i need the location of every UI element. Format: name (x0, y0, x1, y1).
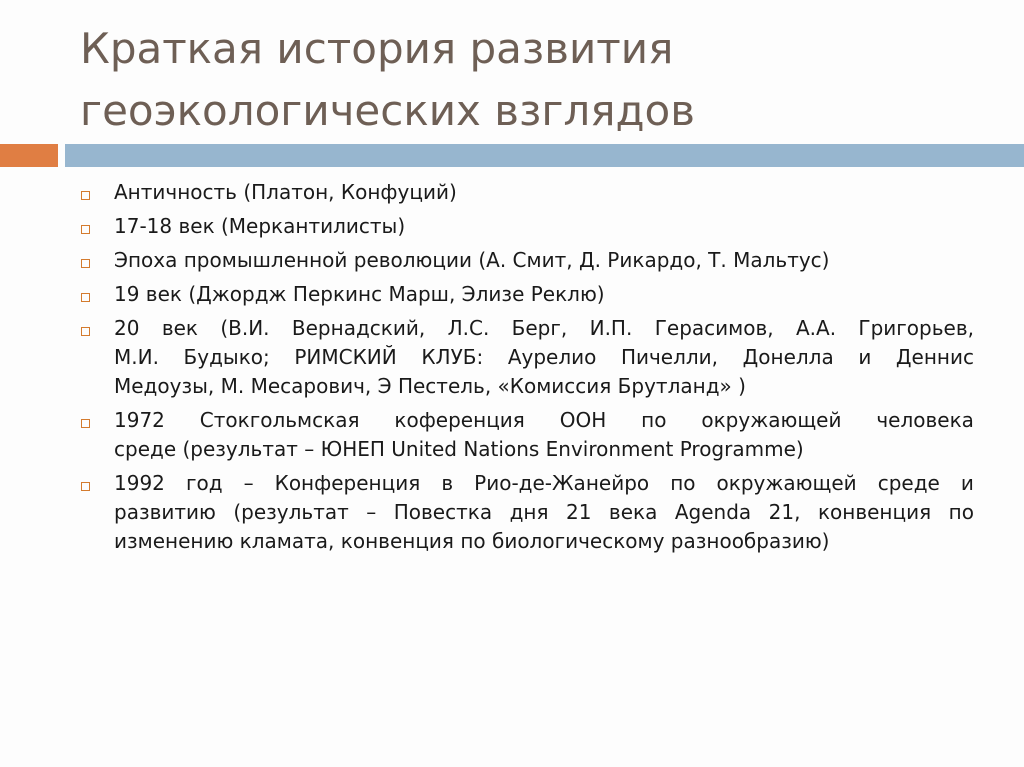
bullet-item-text: Эпоха промышленной революции (А. Смит, Д. Рикардо, Т. Мальтус) (114, 248, 830, 272)
slide-title (80, 18, 1000, 142)
bullet-word: по (948, 500, 974, 524)
title-accent-bar-blue (65, 144, 1024, 167)
bullet-word: Стокгольмская (199, 408, 360, 432)
slide-title-line-1: Краткая история развития (80, 24, 674, 73)
square-bullet-icon (81, 293, 90, 302)
bullet-word: Берг, (511, 316, 568, 340)
bullet-word: (В.И. (220, 316, 270, 340)
bullet-item-text: 17-18 век (Меркантилисты) (114, 214, 406, 238)
bullet-word: по (670, 471, 696, 495)
bullet-word: КЛУБ: (421, 345, 484, 369)
bullet-item-text-line (114, 314, 974, 343)
bullet-word: Пичелли, (620, 345, 719, 369)
bullet-word: Деннис (895, 345, 974, 369)
bullet-word: окружающей (701, 408, 842, 432)
bullet-word: 1992 (114, 471, 165, 495)
bullet-word: и (960, 471, 974, 495)
bullet-word: РИМСКИЙ (294, 345, 397, 369)
square-bullet-icon (81, 225, 90, 234)
bullet-item-1 (78, 178, 974, 207)
bullet-word: – (366, 500, 377, 524)
bullet-item-text-line (114, 498, 974, 527)
square-bullet-icon (81, 327, 90, 336)
bullet-word: окружающей (716, 471, 857, 495)
bullet-word: М.И. (114, 345, 159, 369)
bullet-item-text-line (114, 406, 974, 435)
bullet-item-text-line: Медоузы, М. Месарович, Э Пестель, «Комиссия Брутланд» ) (114, 374, 746, 398)
bullet-list (78, 178, 974, 561)
bullet-word: И.П. (589, 316, 633, 340)
square-bullet-icon (81, 419, 90, 428)
bullet-word: Л.С. (447, 316, 490, 340)
bullet-word: конвенция (817, 500, 932, 524)
bullet-word: в (441, 471, 454, 495)
bullet-word: по (641, 408, 667, 432)
slide-title-line-2: геоэкологических взглядов (80, 86, 695, 135)
bullet-item-5 (78, 314, 974, 401)
bullet-item-text-line: изменению кламата, конвенция по биологическому разнообразию) (114, 529, 830, 553)
bullet-word: ООН (559, 408, 607, 432)
square-bullet-icon (81, 482, 90, 491)
bullet-word: 1972 (114, 408, 165, 432)
bullet-word: Agenda (674, 500, 752, 524)
bullet-word: Герасимов, (654, 316, 774, 340)
bullet-word: развитию (114, 500, 216, 524)
bullet-word: 21, (768, 500, 801, 524)
bullet-item-text-line: среде (результат – ЮНЕП United Nations Environment Programme) (114, 437, 804, 461)
bullet-word: дня (509, 500, 549, 524)
bullet-word: 21 (565, 500, 592, 524)
bullet-word: год (185, 471, 223, 495)
bullet-item-3 (78, 246, 974, 275)
bullet-word: Рио-де-Жанейро (474, 471, 650, 495)
bullet-word: века (608, 500, 658, 524)
bullet-item-text-line (114, 469, 974, 498)
bullet-word: Григорьев, (858, 316, 974, 340)
bullet-word: коференция (394, 408, 525, 432)
bullet-word: среде (877, 471, 940, 495)
bullet-word: и (858, 345, 872, 369)
bullet-item-6 (78, 406, 974, 464)
bullet-word: Аурелио (507, 345, 597, 369)
bullet-word: век (161, 316, 198, 340)
bullet-word: 20 (114, 316, 140, 340)
bullet-item-2 (78, 212, 974, 241)
bullet-word: Донелла (742, 345, 834, 369)
bullet-word: (результат (233, 500, 349, 524)
bullet-word: Вернадский, (291, 316, 426, 340)
bullet-word: Будыко; (183, 345, 270, 369)
square-bullet-icon (81, 259, 90, 268)
bullet-word: А.А. (795, 316, 837, 340)
bullet-word: человека (876, 408, 974, 432)
bullet-item-text: 19 век (Джордж Перкинс Марш, Элизе Реклю) (114, 282, 605, 306)
square-bullet-icon (81, 191, 90, 200)
bullet-item-text: Античность (Платон, Конфуций) (114, 180, 457, 204)
bullet-item-7 (78, 469, 974, 556)
bullet-item-text-line (114, 343, 974, 372)
bullet-item-4 (78, 280, 974, 309)
bullet-word: Конференция (274, 471, 421, 495)
bullet-word: Повестка (393, 500, 493, 524)
bullet-word: – (243, 471, 254, 495)
title-accent-bar-orange (0, 144, 58, 167)
